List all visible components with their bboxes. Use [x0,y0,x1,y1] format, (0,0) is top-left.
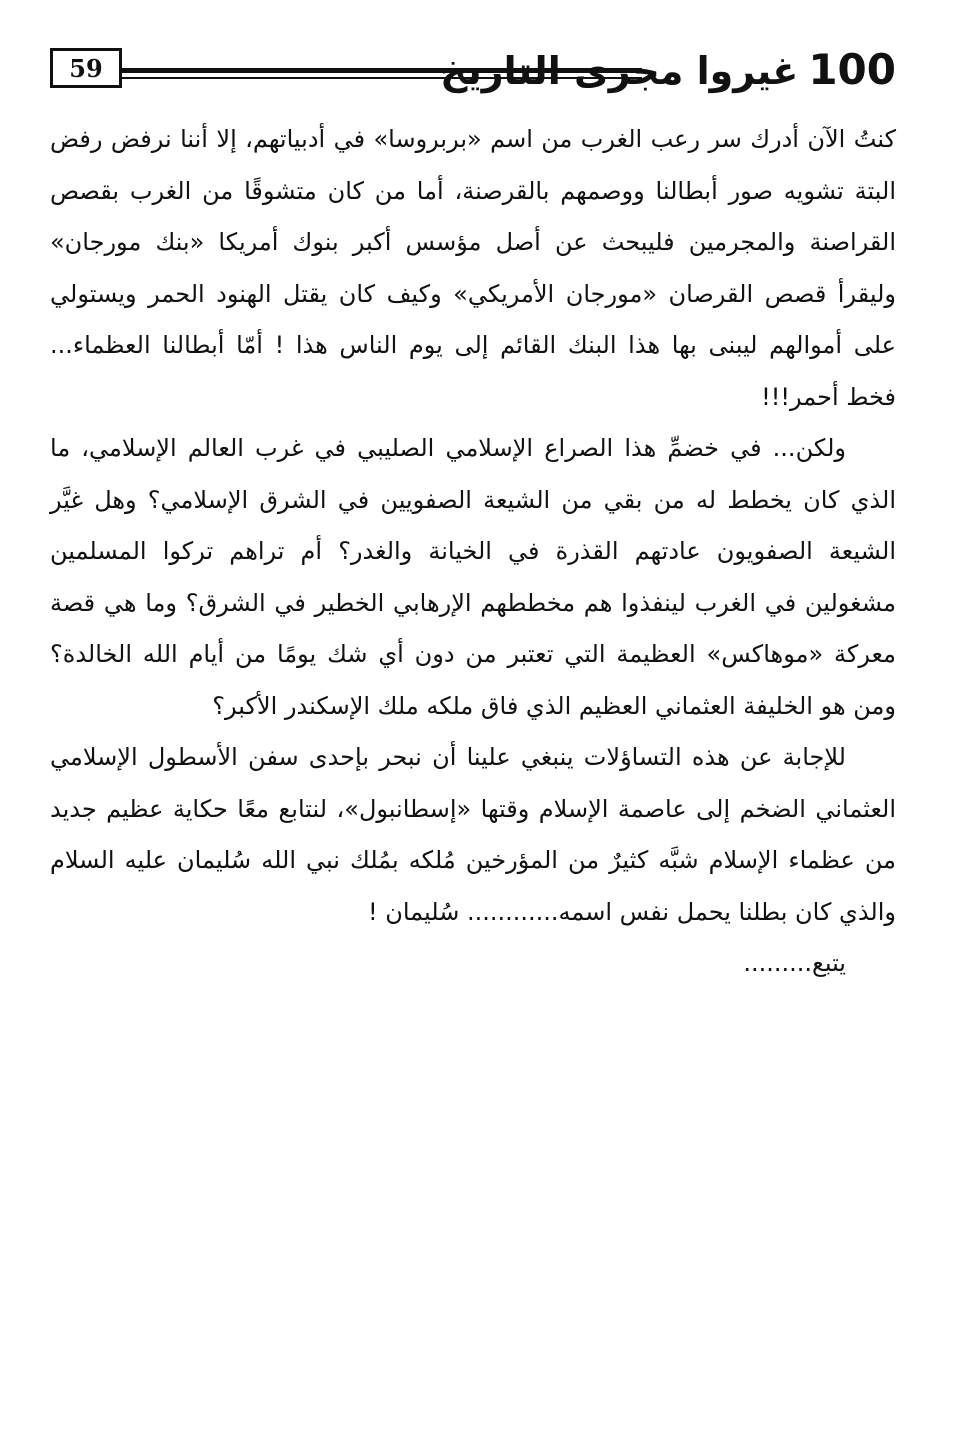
book-title [440,42,896,99]
paragraph-3: للإجابة عن هذه التساؤلات ينبغي علينا أن نبحر بإحدى سفن الأسطول الإسلامي العثماني الضخم إلى عاصمة الإسلام وقتها «إسطانبول»، لنتابع معًا حكاية عظيم جديد من عظماء الإسلام شبَّه كثيرٌ من المؤرخين مُلكه بمُلك نبي الله سُليمان عليه السلام والذي كان بطلنا يحمل نفس اسمه............ سُليمان ! [50,743,896,926]
book-title-text: غيروا مجرى التاريخ [440,49,799,93]
book-title-number: 100 [808,45,896,94]
paragraph-2: ولكن... في خضمِّ هذا الصراع الإسلامي الصليبي في غرب العالم الإسلامي، ما الذي كان يخطط له من بقي من الشيعة الصفويين في الشرق الإسلامي؟ وهل غيَّر الشيعة الصفويون عادتهم القذرة في الخيانة والغدر؟ أم تراهم تركوا المسلمين مشغولين في الغرب لينفذوا هم مخططهم الإرهابي الخطير في الشرق؟ وما هي قصة معركة «موهاكس» العظيمة التي تعتبر من دون أي شك يومًا من أيام الله الخالدة؟ ومن هو الخليفة العثماني العظيم الذي فاق ملكه ملك الإسكندر الأكبر؟ [50,434,896,720]
page-number: 59 [50,48,122,88]
to-be-continued: يتبع......... [743,949,846,977]
paragraph-1: كنتُ الآن أدرك سر رعب الغرب من اسم «بربروسا» في أدبياتهم، إلا أننا نرفض رفض البتة تشويه صور أبطالنا ووصمهم بالقرصنة، أما من كان متشوقًا من الغرب بقصص القراصنة والمجرمين فليبحث عن أصل مؤسس أكبر بنوك أمريكا «بنك مورجان» وليقرأ قصص القرصان «مورجان الأمريكي» وكيف كان يقتل الهنود الحمر ويستولي على أموالهم ليبنى بها هذا البنك القائم إلى يوم الناس هذا ! أمّا أبطالنا العظماء... فخط أحمر!!! [50,125,896,411]
page-header [50,42,896,102]
page-body [50,114,896,990]
